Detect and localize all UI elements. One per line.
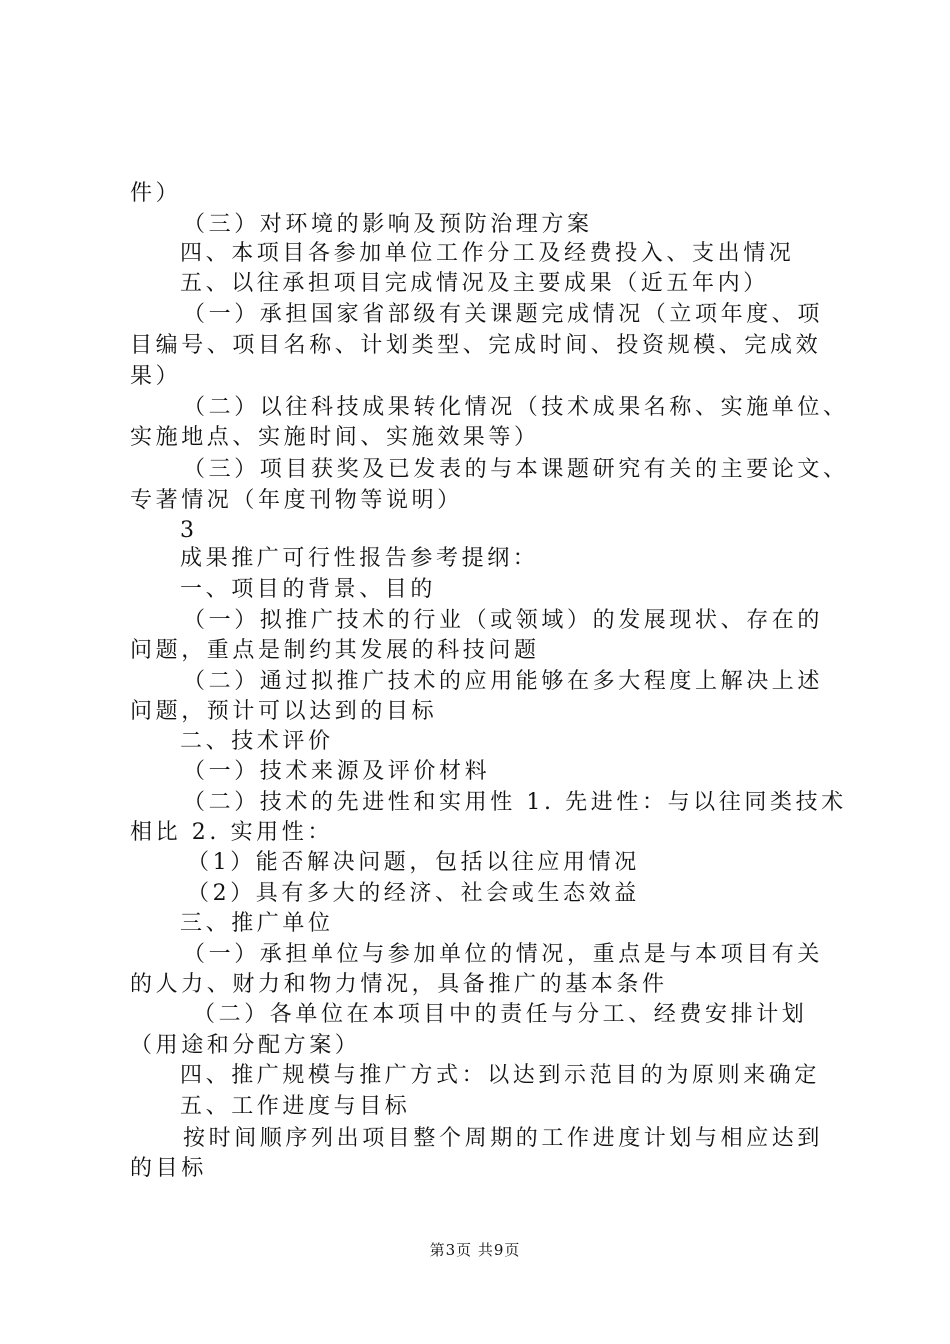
text-line: 的目标 [130,1156,207,1181]
text-line: 三、推广单位 [180,911,334,936]
text-line: 一、项目的背景、目的 [180,577,437,602]
text-line: （三）项目获奖及已发表的与本课题研究有关的主要论文、 [183,457,849,482]
text-line: （二）以往科技成果转化情况（技术成果名称、实施单位、 [183,395,849,420]
text-line: 目编号、项目名称、计划类型、完成时间、投资规模、完成效 [130,333,822,358]
text-line: （二）技术的先进性和实用性 1. 先进性：与以往同类技术 [183,790,847,815]
page-footer: 第3页 共9页 [429,1241,521,1259]
text-line: 成果推广可行性报告参考提纲： [180,546,539,571]
text-line: （2）具有多大的经济、社会或生态效益 [187,881,640,906]
text-line: 五、工作进度与目标 [180,1094,411,1119]
text-line: 专著情况（年度刊物等说明） [130,488,463,513]
text-line: 的人力、财力和物力情况，具备推广的基本条件 [130,972,668,997]
text-line: （一）承担国家省部级有关课题完成情况（立项年度、项 [183,302,824,327]
text-line: 五、以往承担项目完成情况及主要成果（近五年内） [180,271,769,296]
text-line: 问题，重点是制约其发展的科技问题 [130,638,540,663]
text-line: 3 [180,518,198,543]
text-line: （三）对环境的影响及预防治理方案 [183,212,593,237]
text-line: 实施地点、实施时间、实施效果等） [130,425,540,450]
text-line: 四、推广规模与推广方式：以达到示范目的为原则来确定 [180,1063,821,1088]
text-line: 果） [130,364,182,389]
text-line: 问题，预计可以达到的目标 [130,699,438,724]
text-line: 二、技术评价 [180,729,334,754]
text-line: （一）技术来源及评价材料 [183,759,491,784]
text-line: 四、本项目各参加单位工作分工及经费投入、支出情况 [180,241,795,266]
text-line: （一）承担单位与参加单位的情况，重点是与本项目有关 [183,942,824,967]
text-line: （一）拟推广技术的行业（或领域）的发展现状、存在的 [183,608,824,633]
text-line: 件） [130,181,182,206]
text-line: 相比 2. 实用性： [130,820,333,845]
text-line: （二）各单位在本项目中的责任与分工、经费安排计划 [193,1002,808,1027]
text-line: 按时间顺序列出项目整个周期的工作进度计划与相应达到 [183,1126,824,1151]
text-line: （二）通过拟推广技术的应用能够在多大程度上解决上述 [183,669,824,694]
text-line: （1）能否解决问题，包括以往应用情况 [187,850,640,875]
text-line: （用途和分配方案） [130,1033,361,1058]
